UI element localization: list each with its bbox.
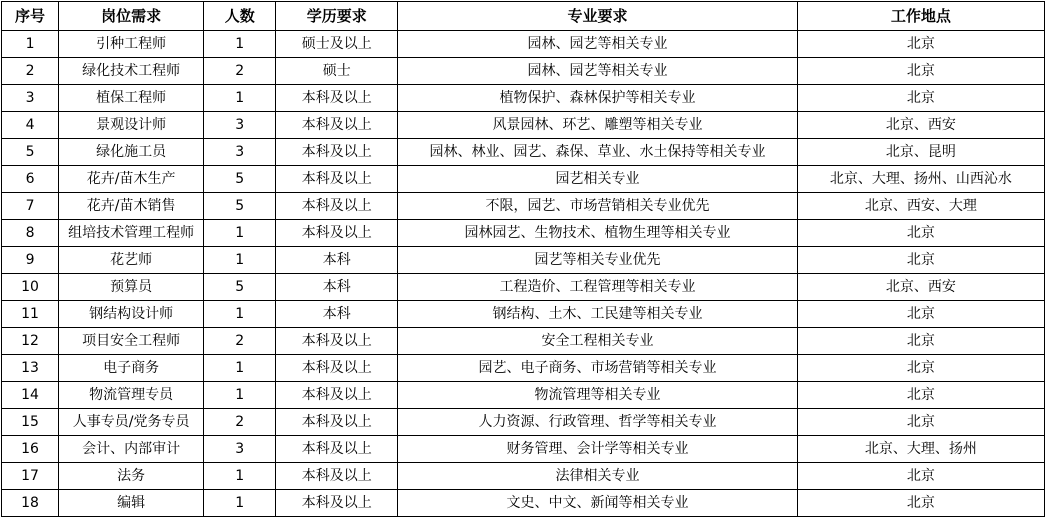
cell-no: 11 <box>2 301 59 328</box>
table-row <box>2 220 1045 247</box>
table-row <box>2 139 1045 166</box>
cell-edu: 本科 <box>276 247 398 274</box>
cell-edu: 本科及以上 <box>276 139 398 166</box>
cell-loc: 北京、西安 <box>797 112 1044 139</box>
column-header-job: 岗位需求 <box>59 2 204 31</box>
cell-num: 1 <box>204 31 276 58</box>
cell-num: 3 <box>204 436 276 463</box>
cell-major: 园艺相关专业 <box>398 166 797 193</box>
cell-job: 电子商务 <box>59 355 204 382</box>
table-row <box>2 328 1045 355</box>
cell-major: 园林、林业、园艺、森保、草业、水土保持等相关专业 <box>398 139 797 166</box>
cell-num: 5 <box>204 193 276 220</box>
cell-no: 3 <box>2 85 59 112</box>
cell-num: 1 <box>204 301 276 328</box>
cell-loc: 北京 <box>797 490 1044 517</box>
cell-edu: 本科 <box>276 274 398 301</box>
table-row <box>2 463 1045 490</box>
cell-major: 园林园艺、生物技术、植物生理等相关专业 <box>398 220 797 247</box>
table-row <box>2 247 1045 274</box>
cell-num: 1 <box>204 463 276 490</box>
cell-loc: 北京 <box>797 220 1044 247</box>
cell-no: 8 <box>2 220 59 247</box>
cell-loc: 北京 <box>797 463 1044 490</box>
cell-no: 18 <box>2 490 59 517</box>
cell-num: 5 <box>204 274 276 301</box>
cell-edu: 本科及以上 <box>276 220 398 247</box>
cell-major: 不限，园艺、市场营销相关专业优先 <box>398 193 797 220</box>
table-header-row <box>2 2 1045 31</box>
cell-edu: 本科及以上 <box>276 355 398 382</box>
cell-num: 2 <box>204 58 276 85</box>
cell-edu: 本科及以上 <box>276 193 398 220</box>
cell-no: 9 <box>2 247 59 274</box>
cell-major: 钢结构、土木、工民建等相关专业 <box>398 301 797 328</box>
cell-no: 12 <box>2 328 59 355</box>
cell-job: 花艺师 <box>59 247 204 274</box>
cell-job: 钢结构设计师 <box>59 301 204 328</box>
cell-loc: 北京 <box>797 301 1044 328</box>
cell-job: 项目安全工程师 <box>59 328 204 355</box>
job-requirements-sheet <box>0 1 1046 517</box>
cell-job: 花卉/苗木生产 <box>59 166 204 193</box>
cell-major: 园林、园艺等相关专业 <box>398 31 797 58</box>
table-row <box>2 409 1045 436</box>
cell-num: 1 <box>204 382 276 409</box>
cell-major: 园林、园艺等相关专业 <box>398 58 797 85</box>
cell-major: 工程造价、工程管理等相关专业 <box>398 274 797 301</box>
table-row <box>2 274 1045 301</box>
table-row <box>2 166 1045 193</box>
cell-major: 园艺等相关专业优先 <box>398 247 797 274</box>
table-row <box>2 112 1045 139</box>
cell-loc: 北京、昆明 <box>797 139 1044 166</box>
cell-num: 3 <box>204 112 276 139</box>
cell-major: 物流管理等相关专业 <box>398 382 797 409</box>
cell-num: 2 <box>204 409 276 436</box>
cell-loc: 北京 <box>797 247 1044 274</box>
cell-no: 4 <box>2 112 59 139</box>
cell-edu: 硕士及以上 <box>276 31 398 58</box>
cell-no: 15 <box>2 409 59 436</box>
table-body <box>2 31 1045 517</box>
cell-job: 组培技术管理工程师 <box>59 220 204 247</box>
cell-edu: 本科及以上 <box>276 85 398 112</box>
cell-num: 1 <box>204 220 276 247</box>
cell-edu: 本科及以上 <box>276 382 398 409</box>
cell-job: 会计、内部审计 <box>59 436 204 463</box>
cell-major: 法律相关专业 <box>398 463 797 490</box>
cell-edu: 本科 <box>276 301 398 328</box>
cell-no: 14 <box>2 382 59 409</box>
cell-edu: 硕士 <box>276 58 398 85</box>
cell-loc: 北京、西安 <box>797 274 1044 301</box>
table-row <box>2 490 1045 517</box>
table-row <box>2 301 1045 328</box>
column-header-no: 序号 <box>2 2 59 31</box>
cell-no: 2 <box>2 58 59 85</box>
cell-job: 植保工程师 <box>59 85 204 112</box>
cell-loc: 北京、大理、扬州 <box>797 436 1044 463</box>
column-header-loc: 工作地点 <box>797 2 1044 31</box>
cell-loc: 北京 <box>797 355 1044 382</box>
column-header-edu: 学历要求 <box>276 2 398 31</box>
cell-major: 财务管理、会计学等相关专业 <box>398 436 797 463</box>
cell-no: 16 <box>2 436 59 463</box>
cell-major: 园艺、电子商务、市场营销等相关专业 <box>398 355 797 382</box>
cell-job: 绿化施工员 <box>59 139 204 166</box>
cell-edu: 本科及以上 <box>276 112 398 139</box>
cell-job: 引种工程师 <box>59 31 204 58</box>
cell-no: 5 <box>2 139 59 166</box>
cell-edu: 本科及以上 <box>276 463 398 490</box>
cell-job: 人事专员/党务专员 <box>59 409 204 436</box>
cell-num: 1 <box>204 490 276 517</box>
cell-job: 花卉/苗木销售 <box>59 193 204 220</box>
cell-job: 预算员 <box>59 274 204 301</box>
table-row <box>2 31 1045 58</box>
cell-edu: 本科及以上 <box>276 436 398 463</box>
cell-no: 10 <box>2 274 59 301</box>
cell-no: 13 <box>2 355 59 382</box>
cell-num: 3 <box>204 139 276 166</box>
cell-no: 17 <box>2 463 59 490</box>
cell-loc: 北京 <box>797 85 1044 112</box>
cell-major: 安全工程相关专业 <box>398 328 797 355</box>
cell-job: 绿化技术工程师 <box>59 58 204 85</box>
cell-loc: 北京、西安、大理 <box>797 193 1044 220</box>
table-row <box>2 382 1045 409</box>
table-row <box>2 85 1045 112</box>
cell-no: 1 <box>2 31 59 58</box>
cell-edu: 本科及以上 <box>276 328 398 355</box>
cell-num: 1 <box>204 85 276 112</box>
cell-no: 6 <box>2 166 59 193</box>
cell-num: 5 <box>204 166 276 193</box>
cell-job: 物流管理专员 <box>59 382 204 409</box>
cell-loc: 北京 <box>797 328 1044 355</box>
cell-no: 7 <box>2 193 59 220</box>
column-header-num: 人数 <box>204 2 276 31</box>
column-header-major: 专业要求 <box>398 2 797 31</box>
cell-num: 2 <box>204 328 276 355</box>
table-row <box>2 193 1045 220</box>
cell-num: 1 <box>204 355 276 382</box>
cell-major: 文史、中文、新闻等相关专业 <box>398 490 797 517</box>
table-row <box>2 436 1045 463</box>
cell-loc: 北京 <box>797 409 1044 436</box>
cell-major: 人力资源、行政管理、哲学等相关专业 <box>398 409 797 436</box>
cell-loc: 北京 <box>797 31 1044 58</box>
cell-job: 法务 <box>59 463 204 490</box>
cell-loc: 北京 <box>797 58 1044 85</box>
cell-num: 1 <box>204 247 276 274</box>
cell-major: 植物保护、森林保护等相关专业 <box>398 85 797 112</box>
cell-job: 编辑 <box>59 490 204 517</box>
cell-job: 景观设计师 <box>59 112 204 139</box>
cell-loc: 北京、大理、扬州、山西沁水 <box>797 166 1044 193</box>
table-row <box>2 355 1045 382</box>
cell-edu: 本科及以上 <box>276 166 398 193</box>
cell-major: 风景园林、环艺、雕塑等相关专业 <box>398 112 797 139</box>
job-requirements-table <box>1 1 1045 517</box>
table-row <box>2 58 1045 85</box>
cell-loc: 北京 <box>797 382 1044 409</box>
cell-edu: 本科及以上 <box>276 409 398 436</box>
cell-edu: 本科及以上 <box>276 490 398 517</box>
